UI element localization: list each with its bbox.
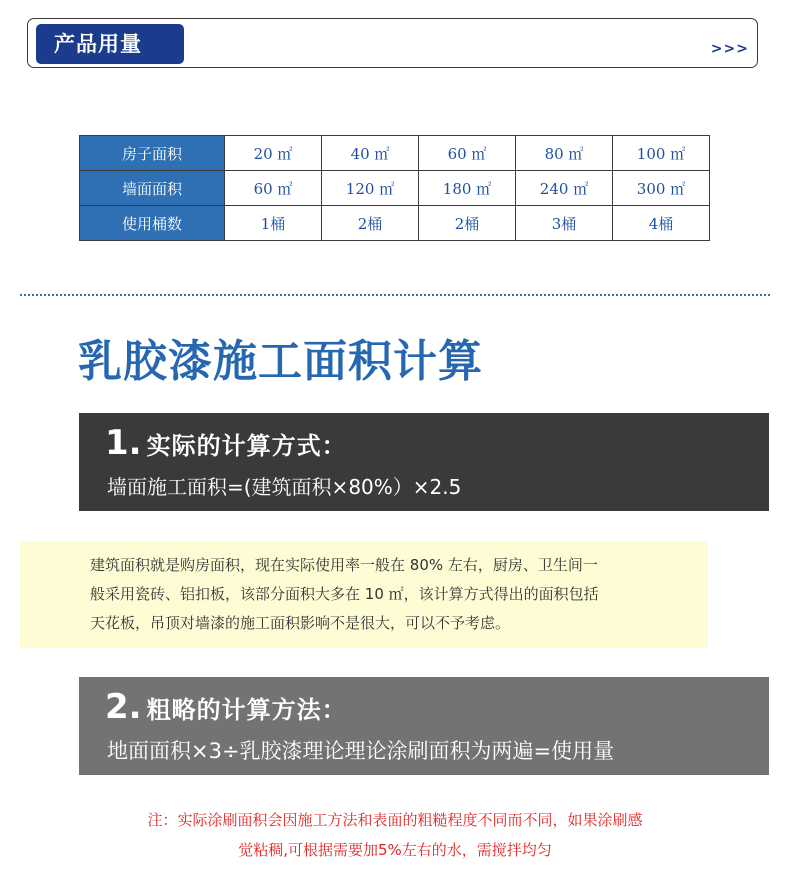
note-line: 般采用瓷砖、铝扣板，该部分面积大多在 10 ㎡，该计算方式得出的面积包括: [90, 585, 599, 603]
table-cell: 240 ㎡: [516, 171, 613, 206]
footnote-line: 觉粘稠,可根据需要加5%左右的水，需搅拌均匀: [238, 841, 552, 859]
table-row: [80, 136, 710, 171]
method-2-formula: 地面面积×3÷乳胶漆理论理论涂刷面积为两遍=使用量: [107, 739, 615, 763]
note-line: 天花板，吊顶对墙漆的施工面积影响不是很大，可以不予考虑。: [90, 614, 511, 632]
method-2-heading: [105, 687, 347, 727]
method-2-block: [79, 677, 769, 775]
table-cell: 1桶: [225, 206, 322, 241]
row-header: 墙面面积: [80, 171, 225, 206]
table-cell: 40 ㎡: [322, 136, 419, 171]
section-title: 产品用量: [36, 24, 184, 64]
table-cell: 300 ㎡: [613, 171, 710, 206]
page-title: 乳胶漆施工面积计算: [78, 336, 483, 387]
table-cell: 3桶: [516, 206, 613, 241]
footnote: [0, 805, 790, 865]
footnote-line: 注：实际涂刷面积会因施工方法和表面的粗糙程度不同而不同，如果涂刷感: [147, 811, 643, 829]
method-1-formula: 墙面施工面积=(建筑面积×80%）×2.5: [107, 475, 462, 499]
note-box: [20, 541, 708, 648]
table-cell: 120 ㎡: [322, 171, 419, 206]
method-1-heading: [105, 423, 347, 463]
dotted-divider: [20, 294, 770, 296]
table-cell: 20 ㎡: [225, 136, 322, 171]
table-cell: 80 ㎡: [516, 136, 613, 171]
row-header: 使用桶数: [80, 206, 225, 241]
table-cell: 2桶: [419, 206, 516, 241]
method-1-block: [79, 413, 769, 511]
table-cell: 2桶: [322, 206, 419, 241]
table-cell: 4桶: [613, 206, 710, 241]
method-1-title: 实际的计算方式：: [146, 432, 347, 460]
table-cell: 60 ㎡: [419, 136, 516, 171]
section-header: [27, 18, 758, 68]
method-2-title: 粗略的计算方法：: [146, 696, 347, 724]
note-line: 建筑面积就是购房面积，现在实际使用率一般在 80% 左右，厨房、卫生间一: [90, 556, 598, 574]
table-row: [80, 206, 710, 241]
table-cell: 100 ㎡: [613, 136, 710, 171]
table-cell: 60 ㎡: [225, 171, 322, 206]
method-2-number: 2.: [105, 687, 142, 727]
row-header: 房子面积: [80, 136, 225, 171]
table-cell: 180 ㎡: [419, 171, 516, 206]
more-arrows-icon: >>>: [710, 41, 749, 57]
table-row: [80, 171, 710, 206]
usage-table: [79, 135, 710, 241]
method-1-number: 1.: [105, 423, 142, 463]
